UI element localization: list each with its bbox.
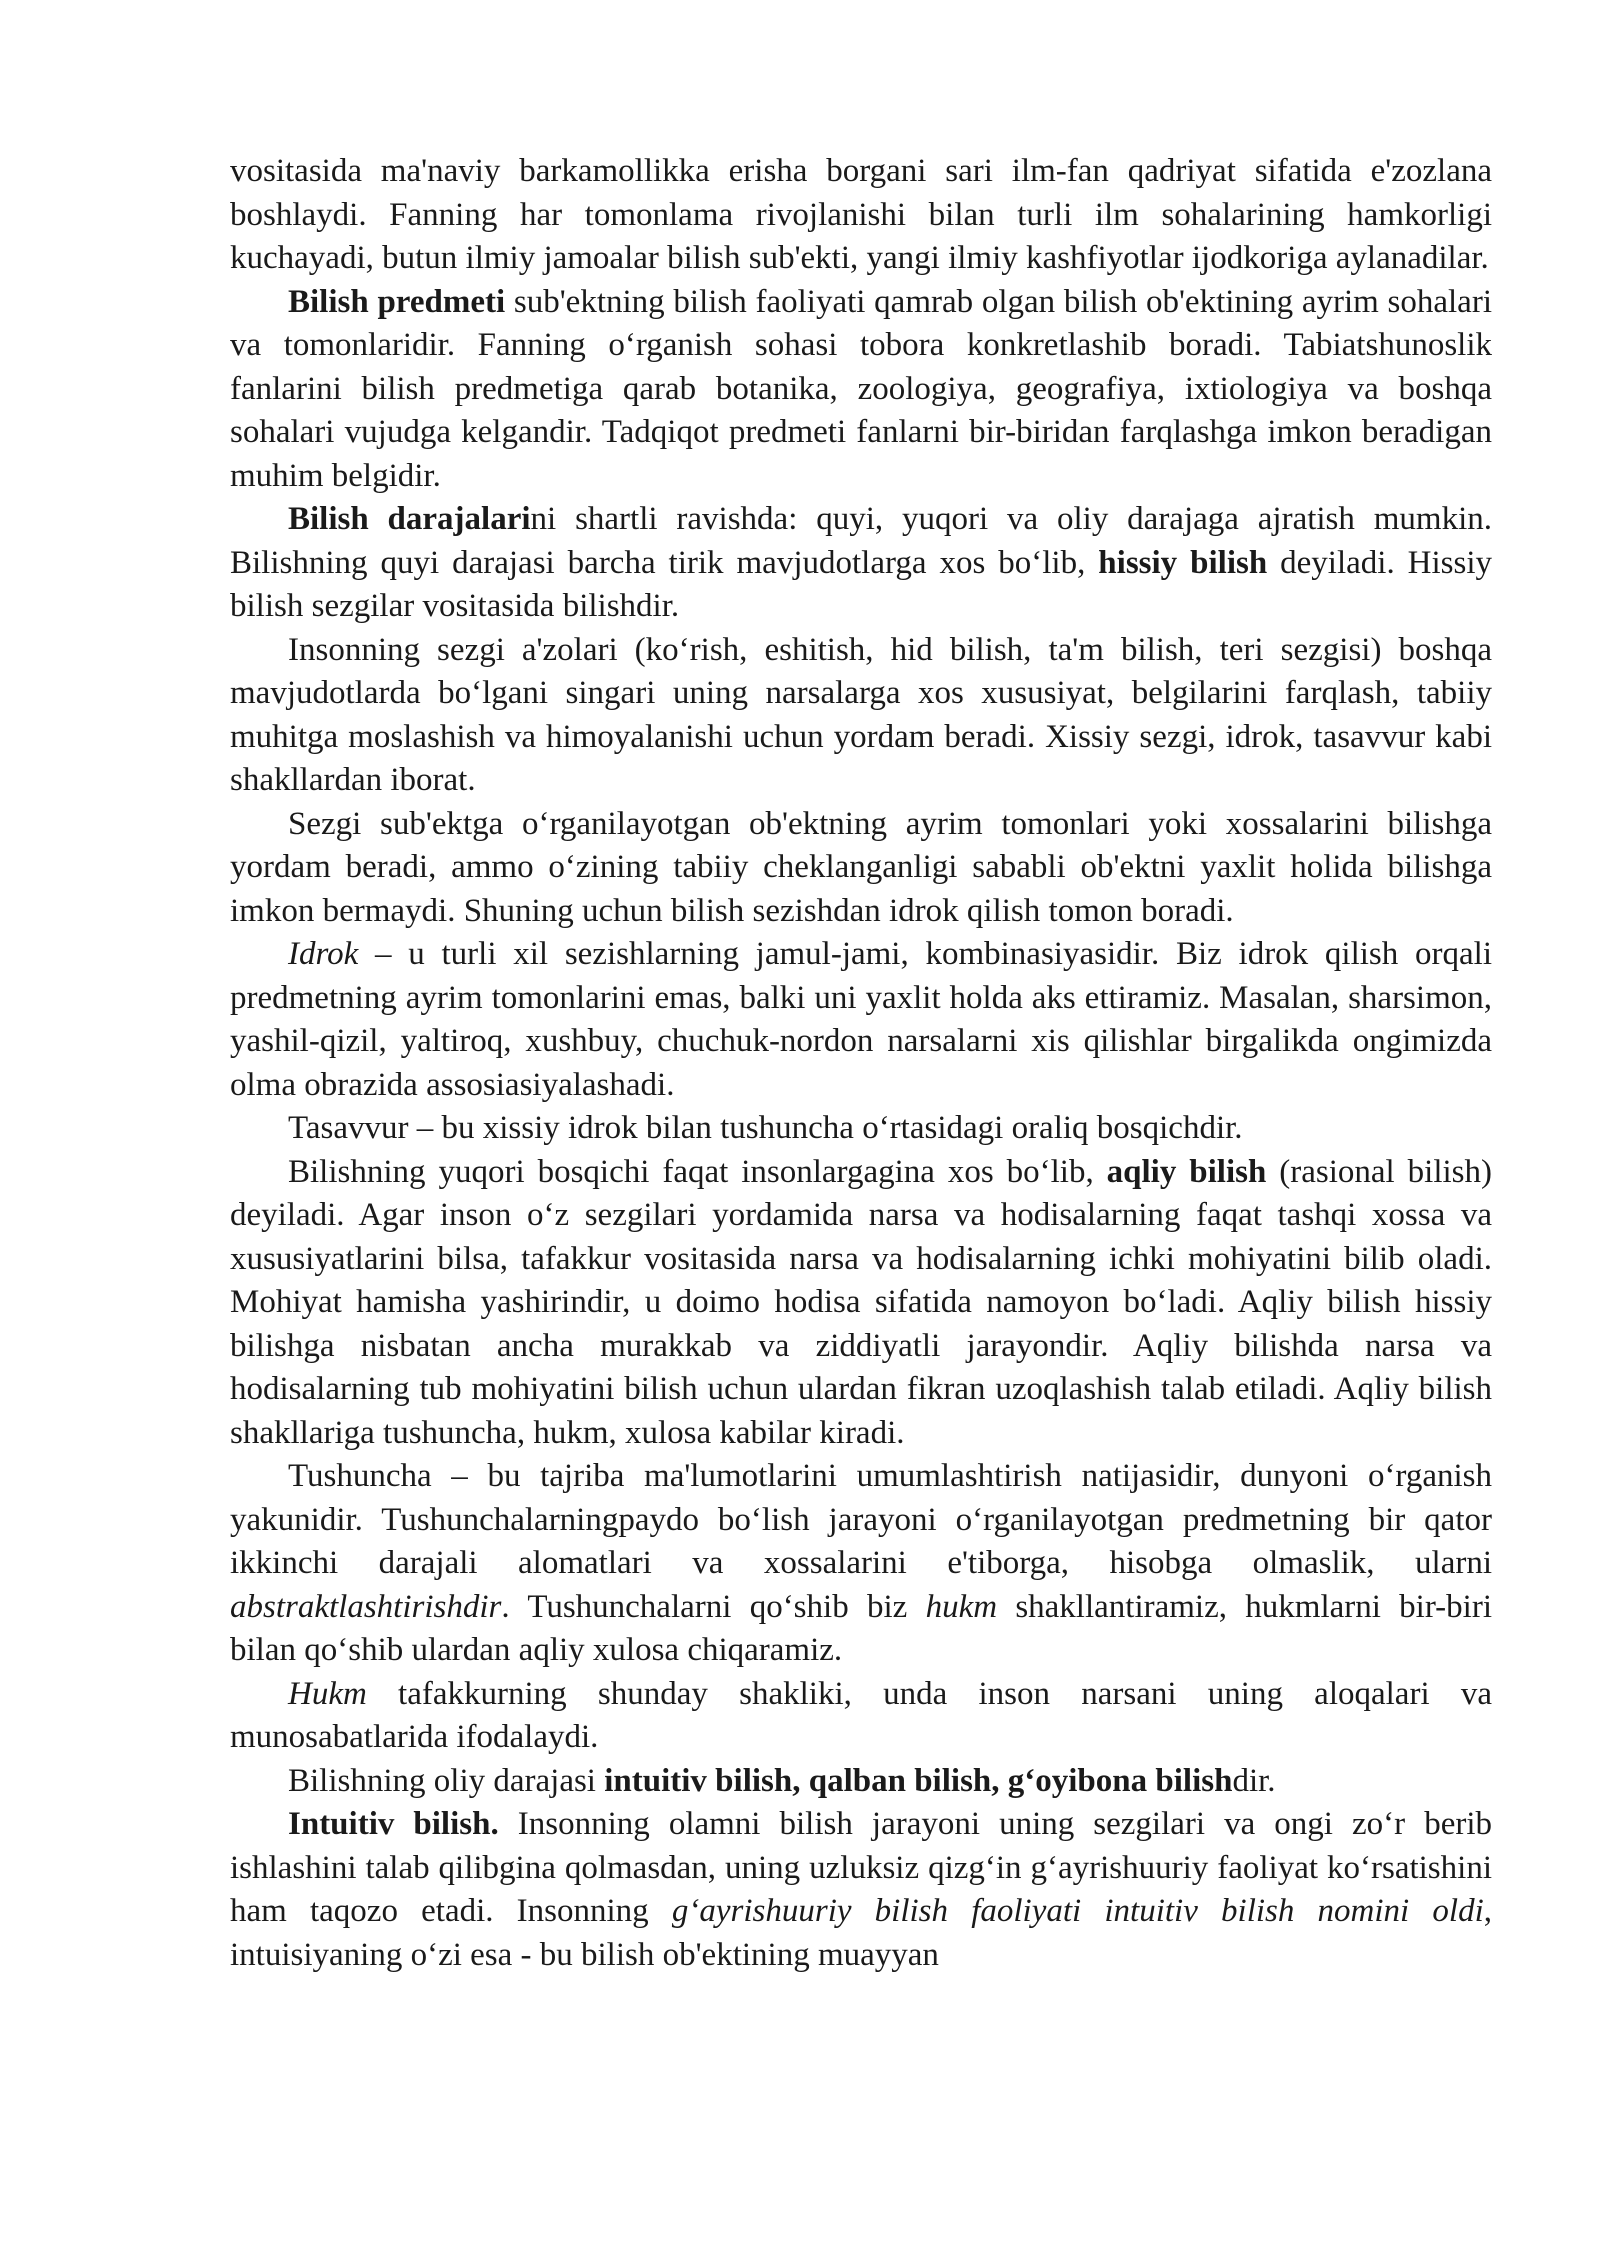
paragraph [230, 933, 1492, 1107]
paragraph [230, 1107, 1492, 1151]
italic-term: Hukm [288, 1675, 367, 1712]
text-run: tafakkurning shunday shakliki, unda inson narsani uning aloqalari va munosabatlarida ifodalaydi. [230, 1675, 1492, 1755]
bold-term: intuitiv bilish, qalban bilish, g‘oyibona bilish [604, 1762, 1233, 1799]
paragraph [230, 803, 1492, 934]
italic-term: hukm [925, 1588, 998, 1625]
paragraph [230, 1455, 1492, 1673]
italic-term: abstraktlashtirishdir [230, 1588, 502, 1625]
bold-term: Bilish predmeti [288, 283, 506, 320]
italic-term: g‘ayrishuuriy bilish faoliyati intuitiv bilish nomini oldi [671, 1893, 1484, 1929]
bold-term: Intuitiv bilish. [288, 1806, 499, 1842]
text-run: vositasida ma'naviy barkamollikka erisha borgani sari ilm-fan qadriyat sifatida e'zozlana boshlaydi. Fanning har tomonlama rivojlanishi bilan turli ilm sohalarining hamkorligi kuchayadi, butun ilmiy jamoalar bilish sub'ekti, yangi ilmiy kashfiyotlar ijodkoriga aylanadilar. [230, 153, 1492, 276]
text-run: deyiladi. Hissiy bilish sezgilar vositasida bilishdir. [230, 544, 1492, 624]
text-run: . Tushunchalarni qo‘shib biz [501, 1588, 926, 1625]
text-run: sub'ektning bilish faoliyati qamrab olgan bilish ob'ektining ayrim sohalari va tomonlaridir. Fanning o‘rganish sohasi tobora konkretlashib boradi. Tabiatshunoslik fanlarini bilish predmetiga qarab botanika, zoologiya, geografiya, ixtiologiya va boshqa sohalari vujudga kelgandir. Tadqiqot predmeti fanlarni bir-biridan farqlashga imkon beradigan muhim belgidir. [230, 283, 1492, 494]
paragraph [230, 1803, 1492, 1977]
italic-term: Idrok [288, 936, 359, 972]
text-run: Insonning olamni bilish jarayoni uning sezgilari va ongi zo‘r berib ishlashini talab qilibgina qolmasdan, uning uzluksiz qizg‘in g‘ayrishuuriy faoliyat ko‘rsatishini ham taqozo etadi. Insonning [230, 1806, 1492, 1929]
paragraph [230, 1673, 1492, 1760]
text-run: , intuisiyaning o‘zi esa - bu bilish ob'ektining muayyan [230, 1893, 1492, 1973]
bold-term: aqliy bilish [1106, 1153, 1267, 1190]
text-run: Insonning sezgi a'zolari (ko‘rish, eshitish, hid bilish, ta'm bilish, teri sezgisi) boshqa mavjudotlarda bo‘lgani singari uning narsalarga xos xususiyat, belgilarini farqlash, tabiiy muhitga moslashish va himoyalanishi uchun yordam beradi. Xissiy sezgi, idrok, tasavvur kabi shakllardan iborat. [230, 631, 1492, 798]
paragraph [230, 281, 1492, 499]
text-run: Bilishning oliy darajasi [288, 1762, 605, 1799]
text-run: Tasavvur – bu xissiy idrok bilan tushuncha o‘rtasidagi oraliq bosqichdir. [288, 1110, 1243, 1146]
bold-term: Bilish darajalari [288, 501, 531, 537]
document-page [230, 150, 1492, 1977]
paragraph [230, 1760, 1492, 1804]
text-run: dir. [1232, 1762, 1276, 1799]
paragraph [230, 150, 1492, 281]
paragraph [230, 498, 1492, 629]
text-run: ni shartli ravishda: quyi, yuqori va oliy darajaga ajratish mumkin. Bilishning quyi darajasi barcha tirik mavjudotlarga xos bo‘lib, [230, 501, 1493, 581]
text-run: Tushuncha – bu tajriba ma'lumotlarini umumlashtirish natijasidir, dunyoni o‘rganish yakunidir. Tushunchalarningpaydo bo‘lish jarayoni o‘rganilayotgan predmetning bir qator ikkinchi darajali alomatlari va xossalarini e'tiborga, hisobga olmaslik, ularni [230, 1458, 1492, 1581]
text-run: Bilishning yuqori bosqichi faqat insonlargagina xos bo‘lib, [288, 1153, 1107, 1190]
bold-term: hissiy bilish [1098, 544, 1268, 581]
paragraph [230, 629, 1492, 803]
text-run: – u turli xil sezishlarning jamul-jami, kombinasiyasidir. Biz idrok qilish orqali predmetning ayrim tomonlarini emas, balki uni yaxlit holda aks ettiramiz. Masalan, sharsimon, yashil-qizil, yaltiroq, xushbuy, chuchuk-nordon narsalarni xis qilishlar birgalikda ongimizda olma obrazida assosiasiyalashadi. [230, 936, 1492, 1103]
text-run: shakllantiramiz, hukmlarni bir-biri bilan qo‘shib ulardan aqliy xulosa chiqaramiz. [230, 1588, 1492, 1668]
text-run: Sezgi sub'ektga o‘rganilayotgan ob'ektning ayrim tomonlari yoki xossalarini bilishga yordam beradi, ammo o‘zining tabiiy cheklanganligi sababli ob'ektni yaxlit holida bilishga imkon bermaydi. Shuning uchun bilish sezishdan idrok qilish tomon boradi. [230, 805, 1492, 929]
paragraph [230, 1151, 1492, 1456]
text-run: (rasional bilish) deyiladi. Agar inson o‘z sezgilari yordamida narsa va hodisalarning faqat tashqi xossa va xususiyatlarini bilsa, tafakkur vositasida narsa va hodisalarning ichki mohiyatini bilib oladi. Mohiyat hamisha yashirindir, u doimo hodisa sifatida namoyon bo‘ladi. Aqliy bilish hissiy bilishga nisbatan ancha murakkab va ziddiyatli jarayondir. Aqliy bilishda narsa va hodisalarning tub mohiyatini bilish uchun ulardan fikran uzoqlashish talab etiladi. Aqliy bilish shakllariga tushuncha, hukm, xulosa kabilar kiradi. [230, 1153, 1492, 1451]
